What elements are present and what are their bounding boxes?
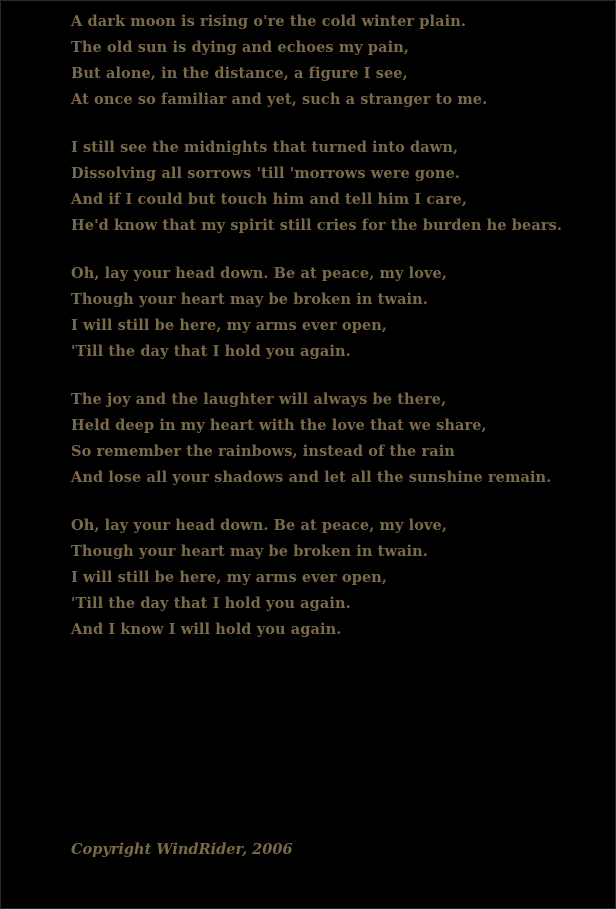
poem-line: Though your heart may be broken in twain. <box>71 543 428 560</box>
poem-line: I will still be here, my arms ever open, <box>71 317 388 334</box>
copyright-notice: Copyright WindRider, 2006 <box>71 841 293 858</box>
poem-body <box>71 9 591 665</box>
poem-stanza <box>71 135 591 239</box>
poem-line: The joy and the laughter will always be there, <box>71 391 447 408</box>
poem-line: Oh, lay your head down. Be at peace, my love, <box>71 517 448 534</box>
poem-line: And if I could but touch him and tell him I care, <box>71 191 467 208</box>
poem-line: So remember the rainbows, instead of the rain <box>71 443 455 460</box>
poem-line: Dissolving all sorrows 'till 'morrows were gone. <box>71 165 461 182</box>
poem-line: A dark moon is rising o're the cold winter plain. <box>71 13 467 30</box>
poem-line: Held deep in my heart with the love that we share, <box>71 417 487 434</box>
poem-line: And lose all your shadows and let all the sunshine remain. <box>71 469 552 486</box>
poem-line: Though your heart may be broken in twain. <box>71 291 428 308</box>
poem-stanza <box>71 513 591 643</box>
poem-stanza <box>71 387 591 491</box>
poem-line: At once so familiar and yet, such a stranger to me. <box>71 91 488 108</box>
poem-line: I still see the midnights that turned into dawn, <box>71 139 459 156</box>
poem-line: And I know I will hold you again. <box>71 621 342 638</box>
poem-line: Oh, lay your head down. Be at peace, my love, <box>71 265 448 282</box>
poem-stanza <box>71 9 591 113</box>
poem-line: 'Till the day that I hold you again. <box>71 595 351 612</box>
poem-line: I will still be here, my arms ever open, <box>71 569 388 586</box>
poem-stanza <box>71 261 591 365</box>
poem-line: He'd know that my spirit still cries for the burden he bears. <box>71 217 562 234</box>
poem-line: But alone, in the distance, a figure I see, <box>71 65 408 82</box>
poem-line: The old sun is dying and echoes my pain, <box>71 39 410 56</box>
poem-line: 'Till the day that I hold you again. <box>71 343 351 360</box>
